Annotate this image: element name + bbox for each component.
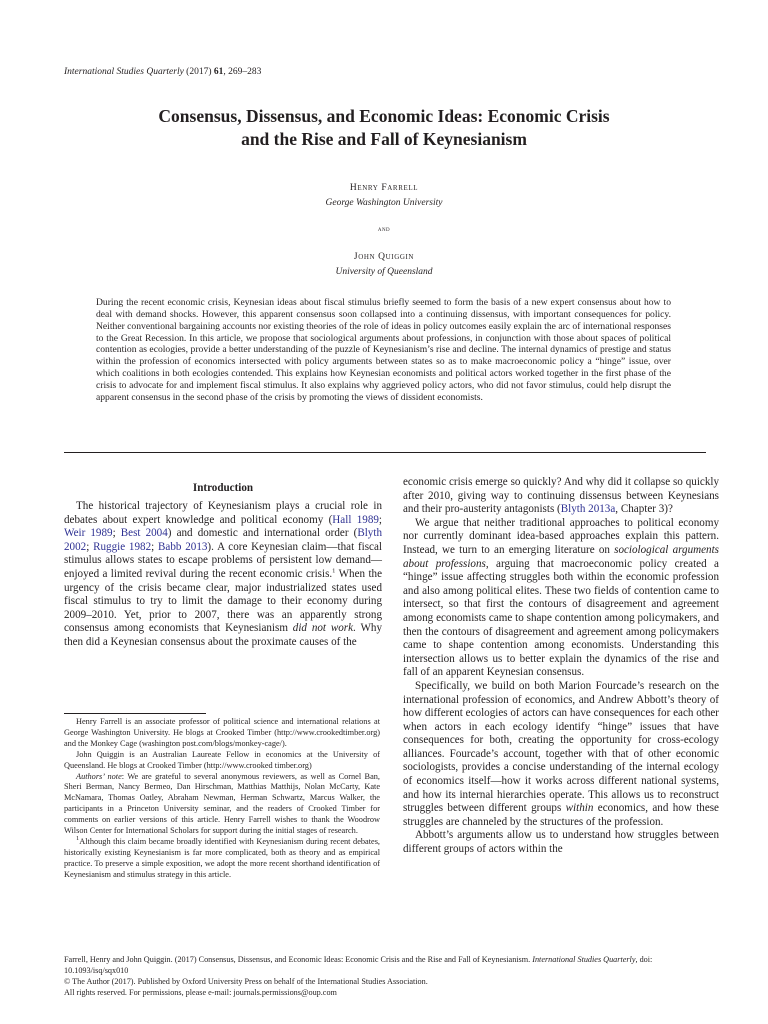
emphasis: did not work [292, 622, 354, 635]
text-run: , doi: 10.1093/isq/sqx010 [64, 955, 653, 975]
citation-link[interactable]: Blyth 2002 [64, 527, 382, 553]
footer-journal-name: International Studies Quarterly [532, 955, 636, 964]
text-run: economic crisis emerge so quickly? And why did it collapse so quickly after 2010, giving way to continuing dissensus between Keynesians and their pro-austerity antagonists ( [403, 476, 719, 516]
right-paragraph-0 [403, 476, 719, 517]
text-run: Although this claim became broadly identified with Keynesianism during recent debates, historically existing Keynesianism is far more complicated, both as theory and as empirical practice. To preserve a simple exposition, we adopt the more recent shorthand identification of Keynesianism and stimulus strategy in this article. [64, 836, 380, 879]
footnotes [64, 717, 380, 881]
text-run: . Why then did a Keynesian consensus about the proximate causes of the [64, 622, 383, 648]
text-run: , Chapter 3)? [615, 503, 673, 516]
text-run: ; [112, 527, 121, 540]
emphasis: within [565, 802, 594, 815]
journal-name: International Studies Quarterly [64, 67, 184, 77]
text-run: We argue that neither traditional approaches to political economy nor currently dominant idea-based approaches explain this pattern. Instead, we turn to an emerging literature on [403, 516, 719, 556]
citation-link[interactable]: Ruggie 1982 [93, 540, 152, 553]
text-run: ) and domestic and international order ( [167, 527, 358, 540]
abstract: During the recent economic crisis, Keynesian ideas about fiscal stimulus briefly seemed to form the basis of a new expert consensus about how to deal with demand shocks. However, this apparent consensus soon collapsed into a continuing dissensus, with important consequences for policy. Neither conventional bargaining accounts nor existing theories of the role of ideas in policy outcomes easily explain the arc of international responses to the Great Recession. In this article, we propose that sociological arguments about professions, in conjunction with those about spaces of political contention as ecologies, provide a better understanding of the puzzle of Keynesianism’s rise and decline. The internal dynamics of prestige and status within the profession of economics intersected with policy arguments between states so as to make macroeconomic policy a “hinge” issue, over which coalitions in both ecologies contended. This explains how Keynesian economists and political actors worked together in the first phase of the crisis to advocate for and implement fiscal stimulus. It also explains why aggrieved policy actors, who did not favor stimulus, could help disrupt the apparent consensus in the second phase of the crisis by promoting the views of dissident economists. [96, 297, 672, 403]
title-line-2: and the Rise and Fall of Keynesianism [241, 129, 527, 149]
citation-link[interactable]: Hall 1989 [332, 513, 379, 526]
abstract-divider [64, 452, 706, 453]
journal-year: (2017) [186, 67, 212, 77]
authors-note-label: Authors’ note [76, 771, 122, 781]
journal-volume: 61 [213, 67, 224, 77]
article-title [60, 105, 708, 151]
author-affiliation-2: University of Queensland [335, 267, 433, 277]
citation-link[interactable]: Weir 1989 [64, 527, 113, 540]
footnote-ref-1[interactable]: 1 [332, 567, 336, 575]
right-paragraph-1 [403, 517, 719, 680]
footnote-author-1: Henry Farrell is an associate professor of political science and international relations at George Washington University. He blogs at Crooked Timber (http://www.crookedtimber.org) and the Monkey Cage (washington post.com/blogs/monkey-cage/). [64, 717, 380, 748]
intro-paragraph-1 [64, 500, 382, 650]
text-run: Specifically, we build on both Marion Fourcade’s research on the international profession of economics, and Andrew Abbott’s theory of how different ecologies of actors can have consequences for each other when actors in each ecology identify “hinge” issues that have consequences for both, creating the opportunity for cross-ecology alliances. Fourcade’s account, together with that of other economic sociologists, provides a concise understanding of the internal ecology of economics itself—how it works across different national systems, and how its internal hierarchies operate. This allows us to reconstruct struggles between different groups [403, 679, 719, 815]
author-separator-and: and [377, 224, 391, 233]
right-paragraph-2 [403, 680, 719, 830]
title-line-1: Consensus, Dissensus, and Economic Ideas: Economic Crisis [158, 106, 610, 126]
emphasis: sociological arguments about professions [403, 543, 719, 570]
footnote-marker: 1 [76, 835, 80, 843]
citation-link[interactable]: Blyth 2013a [560, 503, 616, 516]
footer-copyright: © The Author (2017). Published by Oxford University Press on behalf of the International Studies Association. [64, 976, 428, 986]
text-run: economics, and how these struggles are channeled by the structures of the profession. [403, 802, 719, 828]
footnote-author-2: John Quiggin is an Australian Laureate Fellow in economics at the University of Queensland. He blogs at Crooked Timber (http://www.crooked timber.org) [64, 749, 380, 770]
text-run: ; [151, 540, 159, 553]
page-footer [64, 955, 714, 999]
right-paragraph-3: Abbott’s arguments allow us to understand how struggles between different groups of actors within the [403, 829, 719, 856]
text-run: The historical trajectory of Keynesianism plays a crucial role in debates about expert knowledge and political economy ( [64, 500, 382, 526]
footer-rights: All rights reserved. For permissions, please e-mail: journals.permissions@oup.com [64, 987, 337, 997]
text-run: ). A core Keynesian claim—that fiscal stimulus allows states to escape problems of persistent low demand—enjoyed a limited revival during the recent economic crisis. [64, 540, 382, 580]
footnote-authors-note [64, 772, 380, 837]
text-run: When the urgency of the crisis became clear, major industrialized states used fiscal stimulus to try to limit the damage to their economy during 2009–2010. Yet, prior to 2007, there was an apparently strong consensus among economists that Keynesianism [64, 567, 383, 635]
left-column-body [64, 500, 382, 650]
text-run: Farrell, Henry and John Quiggin. (2017) Consensus, Dissensus, and Economic Ideas: Economic Crisis and the Rise and Fall of Keynesianism. [64, 955, 533, 964]
footnote-1 [64, 837, 380, 881]
text-run: ; [378, 513, 383, 526]
author-name-2: John Quiggin [353, 252, 415, 262]
right-column-body [403, 476, 719, 857]
footer-citation [64, 955, 714, 977]
text-run: ; [86, 540, 94, 553]
author-name-1: Henry Farrell [349, 183, 419, 193]
text-run: , arguing that macroeconomic policy created a “hinge” issue affecting struggles both within the economic profession and also among political elites. These two fields of contention came to intersect, so that first the contours of disagreement and agreement among economists came to shape contention among policymakers, and then the contours of disagreement and agreement among policymakers came to shape contention among economists. Understanding this intersection allows us to better explain the dynamics of the rise and fall of an apparent Keynesian consensus. [403, 557, 719, 679]
journal-pages: , 269–283 [223, 67, 262, 77]
citation-link[interactable]: Best 2004 [120, 527, 168, 540]
text-run: : We are grateful to several anonymous reviewers, as well as Cornel Ban, Sheri Berman, Nancy Bermeo, Dan Hirschman, Matthias Matthijs, Nolan McCarty, Kate McNamara, Thomas Oatley, Abraham Newman, Herman Schwartz, Marcus Walker, the participants in a Princeton University seminar, and the readers of Crooked Timber for comments on earlier versions of this article. Henry Farrell wishes to thank the Woodrow Wilson Center for International Scholars for support during the initial stages of research. [64, 771, 380, 836]
footnote-divider [64, 713, 206, 714]
citation-link[interactable]: Babb 2013 [158, 540, 208, 553]
journal-citation-header [64, 67, 261, 77]
author-affiliation-1: George Washington University [325, 198, 443, 208]
section-heading-introduction: Introduction [192, 482, 254, 494]
